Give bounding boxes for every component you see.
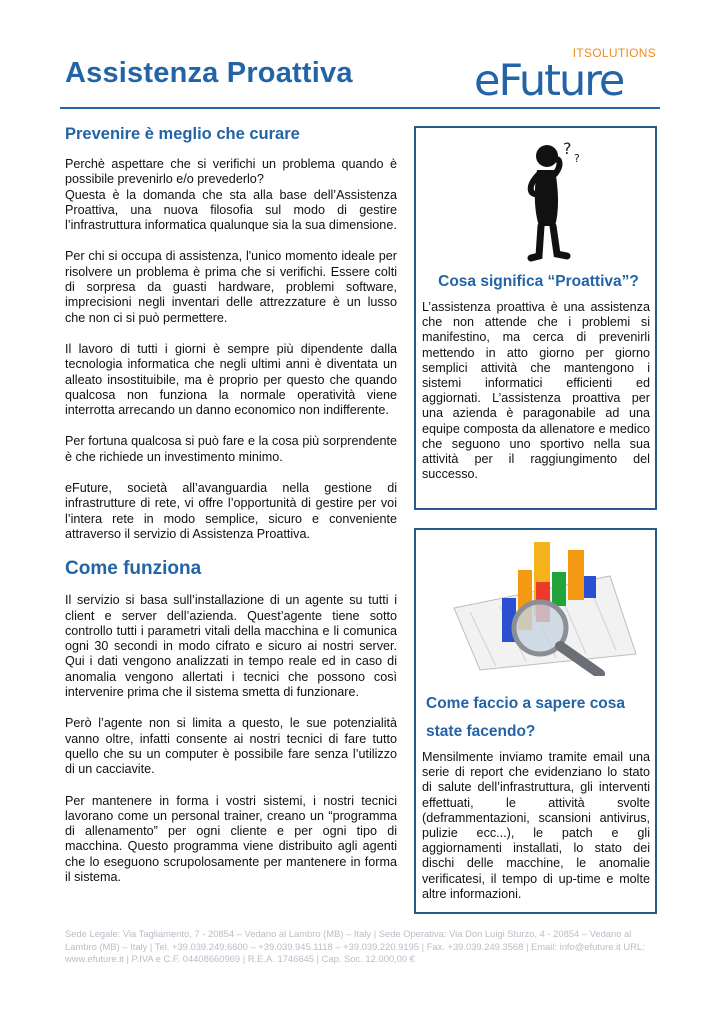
logo-tagline: ITSOLUTIONS bbox=[572, 46, 656, 60]
bar-chart-magnifier-illustration bbox=[440, 536, 640, 676]
footer-company-info: Sede Legale: Via Tagliamento, 7 - 20854 – Vedano al Lambro (MB) – Italy | Sede Operativa: Via Don Luigi Sturzo, 4 - 20854 – Vedano al Lambro (MB) – Italy | Tel. +39.039.249.6600 – +39.039.945.1118 – +39.039.220.9195 | Fax. +39.039.249.3568 | Email: info@efuture.it URL: www.efuture.it | P.IVA e C.F. 04408660969 | R.E.A. 1746645 | Cap. Soc. 12.000,00 € bbox=[65, 928, 645, 964]
paragraph: Però l’agente non si limita a questo, le sue potenzialità vanno oltre, infatti consente ai nostri tecnici di fare tutto quello che su un computer è possibile fare senza l’utilizzo di un cacciavite. bbox=[65, 716, 397, 777]
paragraph: Per mantenere in forma i vostri sistemi, i nostri tecnici lavorano come un personal trainer, creano un “programma di allenamento” per ogni cliente e per ogni tipo di macchina. Questo programma viene distribuito agli agenti che lo eseguono scrupolosamente per mantenere in forma il sistema. bbox=[65, 793, 397, 884]
sidebar-box-proattiva bbox=[414, 126, 657, 510]
paragraph: Perchè aspettare che si verifichi un problema quando è possibile prevenirlo e/o prevederlo? bbox=[65, 157, 397, 187]
section-heading-come-funziona: Come funziona bbox=[65, 558, 202, 580]
box-text: Mensilmente inviamo tramite email una serie di report che evidenziano lo stato di salute dell’infrastruttura, gli interventi effettuati, le attività svolte (deframmentazioni, scansioni antivirus, pulizie ecc...), le patch e gli aggiornamenti installati, lo stato dei dischi delle macchine, le anomalie verificatesi, il tempo di up-time e molte altre informazioni. bbox=[422, 750, 650, 901]
thinking-figure-illustration bbox=[511, 134, 591, 264]
box-heading: Cosa significa “Proattiva”? bbox=[438, 273, 639, 290]
svg-text:?: ? bbox=[574, 152, 580, 165]
section-heading-prevenire: Prevenire è meglio che curare bbox=[65, 125, 300, 143]
paragraph: Per chi si occupa di assistenza, l'unico momento ideale per risolvere un problema è prima che si verifichi. Essere colti di sorpresa da guasti hardware, problemi software, imprecisioni negli inventari delle attrezzature è un lusso che non ci si può permettere. bbox=[65, 249, 397, 325]
sidebar-box-report bbox=[414, 528, 657, 914]
paragraph: Il servizio si basa sull’installazione di un agente su tutti i client e server dell’azienda. Quest’agente tiene sotto controllo tutti i parametri vitali della macchina e li comunica ogni 30 secondi in modo cifrato e sicuro ai nostri server. Qui i dati vengono analizzati in tempo reale ed in caso di anomalia vengono allertati i tecnici che possono così intervenire prima che il sistema smetta di funzionare. bbox=[65, 593, 397, 700]
page-title: Assistenza Proattiva bbox=[65, 57, 353, 89]
box-heading-line2: state facendo? bbox=[426, 723, 536, 740]
logo-brand: eFuture bbox=[474, 56, 624, 106]
box-text: L’assistenza proattiva è una assistenza che non attende che i problemi si manifestino, ma cerca di prevenirli mettendo in atto giorno per giorno semplici attività che mantengono i sistemi informatici efficienti ed aggiornati. L’assistenza proattiva per una azienda è paragonabile ad una equipe composta da allenatore e medico che seguono uno sportivo nella sua attività per il raggiungimento del successo. bbox=[422, 300, 650, 482]
svg-text:?: ? bbox=[563, 139, 572, 158]
paragraph: Il lavoro di tutti i giorni è sempre più dipendente dalla tecnologia informatica che negli ultimi anni è diventata un alleato insostituibile, ma è proprio per questo che quando qualcosa non funziona la normale operatività viene interrotta arrecando un danno economico non indifferente. bbox=[65, 341, 397, 418]
header-divider bbox=[60, 107, 660, 109]
paragraph: eFuture, società all’avanguardia nella gestione di infrastrutture di rete, vi offre l’opportunità di gestire per voi l’intera rete in modo semplice, sicuro e conveniente attraverso il servizio di Assistenza Proattiva. bbox=[65, 481, 397, 541]
box-heading bbox=[426, 690, 651, 746]
paragraph: Per fortuna qualcosa si può fare e la cosa più sorprendente è che richiede un investimento minimo. bbox=[65, 434, 397, 464]
main-column bbox=[65, 125, 397, 901]
efuture-logo bbox=[474, 46, 660, 106]
paragraph: Questa è la domanda che sta alla base dell’Assistenza Proattiva, una nuova filosofia sul modo di gestire l’infrastruttura informatica qualunque sia la sua dimensione. bbox=[65, 187, 397, 233]
box-heading-line1: Come faccio a sapere cosa bbox=[426, 695, 626, 712]
